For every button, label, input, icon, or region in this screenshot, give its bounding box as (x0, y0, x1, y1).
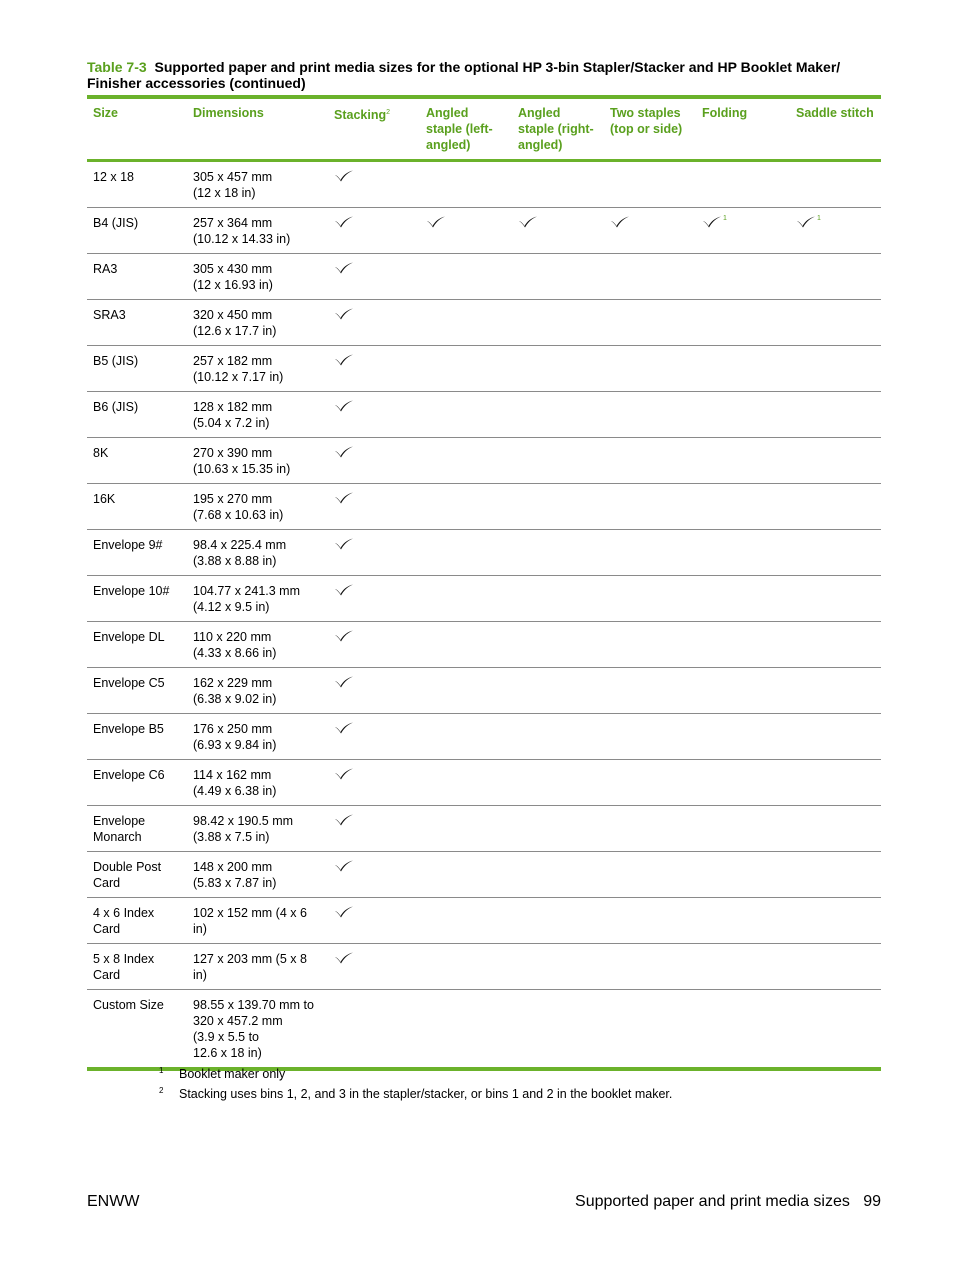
size-cell (87, 714, 187, 760)
dimensions-text: (4.12 x 9.5 in) (193, 600, 270, 614)
support-cell (696, 668, 790, 714)
support-cell (420, 990, 512, 1070)
table-row (87, 300, 881, 346)
size-cell (87, 438, 187, 484)
support-cell (512, 208, 604, 254)
checkmark-icon (334, 353, 354, 367)
column-header (328, 97, 420, 161)
support-cell (420, 254, 512, 300)
support-cell (696, 392, 790, 438)
support-cell (790, 438, 881, 484)
support-cell (328, 208, 420, 254)
support-cell (328, 161, 420, 208)
size-text: 5 x 8 Index (93, 952, 155, 966)
column-header-label: Stacking (334, 108, 387, 123)
table-row (87, 760, 881, 806)
size-text: Card (93, 968, 121, 982)
support-cell (420, 714, 512, 760)
support-cell (696, 714, 790, 760)
support-cell (604, 346, 696, 392)
table-row (87, 161, 881, 208)
support-cell (512, 576, 604, 622)
dimensions-cell (187, 484, 328, 530)
support-cell (696, 438, 790, 484)
support-cell (512, 438, 604, 484)
support-cell (790, 714, 881, 760)
size-cell (87, 898, 187, 944)
support-cell (328, 852, 420, 898)
support-cell (512, 668, 604, 714)
dimensions-text: (12 x 16.93 in) (193, 278, 273, 292)
dimensions-text: (3.88 x 7.5 in) (193, 830, 270, 844)
dimensions-text: 98.55 x 139.70 mm to (193, 998, 314, 1012)
dimensions-text: (5.04 x 7.2 in) (193, 416, 270, 430)
size-cell (87, 254, 187, 300)
support-cell (328, 806, 420, 852)
table-row (87, 484, 881, 530)
support-cell (604, 990, 696, 1070)
support-cell (420, 161, 512, 208)
size-cell (87, 760, 187, 806)
footnotes (159, 1066, 672, 1106)
support-cell (696, 346, 790, 392)
size-text: RA3 (93, 262, 118, 276)
media-sizes-table (87, 95, 881, 1071)
support-cell (420, 944, 512, 990)
checkmark-icon (796, 215, 821, 229)
size-cell (87, 944, 187, 990)
support-cell (328, 576, 420, 622)
table-title: Supported paper and print media sizes for the optional HP 3-bin Stapler/Stacker and HP Booklet Maker/ Finisher accessories (continued) (87, 59, 841, 91)
dimensions-text: (3.9 x 5.5 to (193, 1030, 260, 1044)
support-cell (328, 760, 420, 806)
support-cell (328, 622, 420, 668)
dimensions-text: (12 x 18 in) (193, 186, 256, 200)
support-cell (790, 484, 881, 530)
support-cell (604, 714, 696, 760)
footnote-text: Stacking uses bins 1, 2, and 3 in the stapler/stacker, or bins 1 and 2 in the booklet maker. (179, 1087, 673, 1101)
dimensions-text: (6.93 x 9.84 in) (193, 738, 277, 752)
support-cell (604, 254, 696, 300)
support-cell (512, 760, 604, 806)
dimensions-text: (3.88 x 8.88 in) (193, 554, 277, 568)
size-cell (87, 300, 187, 346)
checkmark-icon (334, 215, 354, 229)
dimensions-text: 127 x 203 mm (5 x 8 in) (193, 952, 307, 982)
support-cell (420, 392, 512, 438)
support-cell (328, 668, 420, 714)
dimensions-text: 104.77 x 241.3 mm (193, 584, 301, 598)
size-cell (87, 530, 187, 576)
support-cell (790, 898, 881, 944)
support-cell (604, 944, 696, 990)
support-cell (420, 300, 512, 346)
footnote (159, 1066, 672, 1082)
checkmark-icon (334, 445, 354, 459)
support-cell (420, 760, 512, 806)
support-cell (420, 806, 512, 852)
support-cell (696, 576, 790, 622)
size-cell (87, 806, 187, 852)
support-cell (790, 208, 881, 254)
checkmark-icon (334, 261, 354, 275)
support-cell (328, 484, 420, 530)
support-cell (328, 944, 420, 990)
support-cell (512, 622, 604, 668)
support-cell (696, 484, 790, 530)
support-cell (790, 300, 881, 346)
checkmark-icon (334, 859, 354, 873)
column-header-label: Dimensions (193, 106, 264, 120)
support-cell (604, 484, 696, 530)
table-header-row (87, 97, 881, 161)
support-cell (512, 714, 604, 760)
checkmark-icon (334, 721, 354, 735)
checkmark-icon (334, 675, 354, 689)
size-text: Envelope C5 (93, 676, 165, 690)
support-cell (604, 208, 696, 254)
column-header-label: Folding (702, 106, 748, 120)
size-text: 4 x 6 Index (93, 906, 155, 920)
support-cell (604, 760, 696, 806)
checkmark-icon (334, 307, 354, 321)
support-cell (790, 990, 881, 1070)
size-cell (87, 622, 187, 668)
dimensions-text: (7.68 x 10.63 in) (193, 508, 284, 522)
checkmark-icon (334, 629, 354, 643)
footnote-ref: 2 (386, 109, 391, 116)
support-cell (790, 576, 881, 622)
size-text: Card (93, 876, 121, 890)
column-header (696, 97, 790, 161)
dimensions-text: 162 x 229 mm (193, 676, 273, 690)
size-text: Envelope DL (93, 630, 165, 644)
support-cell (790, 944, 881, 990)
support-cell (328, 438, 420, 484)
support-cell (512, 898, 604, 944)
support-cell (328, 714, 420, 760)
support-cell (604, 622, 696, 668)
dimensions-text: (6.38 x 9.02 in) (193, 692, 277, 706)
size-text: B5 (JIS) (93, 354, 139, 368)
dimensions-cell (187, 346, 328, 392)
footnote-ref: 1 (723, 215, 727, 222)
size-cell (87, 668, 187, 714)
dimensions-text: (12.6 x 17.7 in) (193, 324, 277, 338)
support-cell (604, 576, 696, 622)
support-cell (420, 576, 512, 622)
table-row (87, 806, 881, 852)
support-cell (420, 438, 512, 484)
support-cell (604, 806, 696, 852)
dimensions-text: (5.83 x 7.87 in) (193, 876, 277, 890)
support-cell (328, 530, 420, 576)
size-text: Card (93, 922, 121, 936)
support-cell (512, 484, 604, 530)
dimensions-cell (187, 208, 328, 254)
dimensions-text: 320 x 457.2 mm (193, 1014, 283, 1028)
dimensions-text: (4.49 x 6.38 in) (193, 784, 277, 798)
support-cell (512, 392, 604, 438)
column-header-label: Saddle stitch (796, 106, 874, 120)
size-cell (87, 990, 187, 1070)
table-caption (87, 59, 887, 91)
size-text: Custom Size (93, 998, 164, 1012)
size-text: Envelope (93, 814, 146, 828)
footnote-mark: 1 (159, 1066, 164, 1075)
support-cell (512, 852, 604, 898)
support-cell (420, 346, 512, 392)
dimensions-cell (187, 438, 328, 484)
support-cell (790, 852, 881, 898)
table-row (87, 668, 881, 714)
dimensions-text: (4.33 x 8.66 in) (193, 646, 277, 660)
footer-right: Supported paper and print media sizes 99 (575, 1193, 881, 1210)
size-text: B4 (JIS) (93, 216, 139, 230)
dimensions-text: 114 x 162 mm (193, 768, 272, 782)
table-row (87, 346, 881, 392)
support-cell (512, 530, 604, 576)
support-cell (696, 208, 790, 254)
support-cell (420, 530, 512, 576)
dimensions-text: 128 x 182 mm (193, 400, 273, 414)
support-cell (604, 530, 696, 576)
size-text: 16K (93, 492, 116, 506)
dimensions-text: 98.42 x 190.5 mm (193, 814, 294, 828)
dimensions-text: 257 x 364 mm (193, 216, 273, 230)
support-cell (790, 760, 881, 806)
dimensions-cell (187, 714, 328, 760)
checkmark-icon (334, 583, 354, 597)
column-header-label: Angled staple (right-angled) (518, 106, 594, 152)
column-header (512, 97, 604, 161)
table-row (87, 438, 881, 484)
dimensions-cell (187, 990, 328, 1070)
support-cell (790, 392, 881, 438)
dimensions-cell (187, 898, 328, 944)
support-cell (604, 438, 696, 484)
dimensions-text: (10.63 x 15.35 in) (193, 462, 291, 476)
dimensions-text: 320 x 450 mm (193, 308, 273, 322)
support-cell (420, 668, 512, 714)
dimensions-cell (187, 576, 328, 622)
support-cell (604, 300, 696, 346)
dimensions-text: 305 x 457 mm (193, 170, 273, 184)
checkmark-icon (702, 215, 727, 229)
support-cell (512, 161, 604, 208)
support-cell (696, 990, 790, 1070)
size-cell (87, 852, 187, 898)
support-cell (696, 254, 790, 300)
support-cell (328, 392, 420, 438)
size-text: Envelope C6 (93, 768, 165, 782)
dimensions-text: (10.12 x 7.17 in) (193, 370, 284, 384)
table-row (87, 852, 881, 898)
table-row (87, 898, 881, 944)
size-cell (87, 346, 187, 392)
dimensions-cell (187, 760, 328, 806)
column-header-label: Size (93, 106, 119, 120)
table-row (87, 622, 881, 668)
size-cell (87, 392, 187, 438)
dimensions-cell (187, 392, 328, 438)
support-cell (420, 484, 512, 530)
dimensions-cell (187, 161, 328, 208)
support-cell (512, 300, 604, 346)
table-row (87, 392, 881, 438)
support-cell (790, 346, 881, 392)
table-number: Table 7-3 (87, 59, 147, 75)
dimensions-text: 176 x 250 mm (193, 722, 273, 736)
support-cell (420, 898, 512, 944)
support-cell (790, 161, 881, 208)
size-text: Monarch (93, 830, 142, 844)
column-header (604, 97, 696, 161)
checkmark-icon (334, 905, 354, 919)
support-cell (604, 161, 696, 208)
dimensions-text: 12.6 x 18 in) (193, 1046, 262, 1060)
support-cell (512, 806, 604, 852)
dimensions-text: (10.12 x 14.33 in) (193, 232, 291, 246)
dimensions-cell (187, 944, 328, 990)
support-cell (328, 346, 420, 392)
size-text: B6 (JIS) (93, 400, 139, 414)
checkmark-icon (334, 767, 354, 781)
support-cell (696, 622, 790, 668)
dimensions-cell (187, 668, 328, 714)
support-cell (420, 622, 512, 668)
dimensions-cell (187, 254, 328, 300)
column-header-label: Two staples (top or side) (610, 106, 683, 136)
checkmark-icon (334, 169, 354, 183)
support-cell (696, 300, 790, 346)
support-cell (790, 806, 881, 852)
table-row (87, 208, 881, 254)
size-text: Envelope 9# (93, 538, 163, 552)
size-text: Double Post (93, 860, 162, 874)
dimensions-cell (187, 622, 328, 668)
column-header (790, 97, 881, 161)
support-cell (604, 898, 696, 944)
dimensions-cell (187, 530, 328, 576)
dimensions-text: 98.4 x 225.4 mm (193, 538, 287, 552)
size-text: 12 x 18 (93, 170, 135, 184)
footnote-text: Booklet maker only (179, 1067, 286, 1081)
size-cell (87, 208, 187, 254)
table-row (87, 990, 881, 1070)
dimensions-text: 305 x 430 mm (193, 262, 273, 276)
column-header (420, 97, 512, 161)
checkmark-icon (334, 399, 354, 413)
dimensions-cell (187, 852, 328, 898)
table-row (87, 254, 881, 300)
support-cell (420, 208, 512, 254)
support-cell (696, 760, 790, 806)
footnote-mark: 2 (159, 1086, 164, 1095)
checkmark-icon (334, 951, 354, 965)
support-cell (512, 990, 604, 1070)
footer-left: ENWW (87, 1193, 140, 1210)
support-cell (790, 622, 881, 668)
support-cell (328, 300, 420, 346)
checkmark-icon (334, 813, 354, 827)
dimensions-cell (187, 300, 328, 346)
dimensions-cell (187, 806, 328, 852)
support-cell (604, 852, 696, 898)
support-cell (790, 530, 881, 576)
table-row (87, 714, 881, 760)
table-row (87, 944, 881, 990)
checkmark-icon (334, 537, 354, 551)
dimensions-text: 148 x 200 mm (193, 860, 273, 874)
checkmark-icon (334, 491, 354, 505)
size-cell (87, 484, 187, 530)
footnote-ref: 1 (817, 215, 821, 222)
footnote (159, 1086, 672, 1102)
table-row (87, 530, 881, 576)
checkmark-icon (518, 215, 538, 229)
support-cell (790, 668, 881, 714)
dimensions-text: 195 x 270 mm (193, 492, 273, 506)
checkmark-icon (610, 215, 630, 229)
size-text: 8K (93, 446, 109, 460)
support-cell (696, 852, 790, 898)
support-cell (512, 944, 604, 990)
support-cell (328, 898, 420, 944)
dimensions-text: 257 x 182 mm (193, 354, 273, 368)
support-cell (604, 392, 696, 438)
support-cell (790, 254, 881, 300)
column-header (187, 97, 328, 161)
dimensions-text: 110 x 220 mm (193, 630, 272, 644)
support-cell (696, 161, 790, 208)
size-text: SRA3 (93, 308, 126, 322)
size-text: Envelope B5 (93, 722, 164, 736)
column-header-label: Angled staple (left-angled) (426, 106, 493, 152)
support-cell (512, 346, 604, 392)
support-cell (420, 852, 512, 898)
size-text: Envelope 10# (93, 584, 170, 598)
page-footer (87, 1193, 881, 1211)
support-cell (328, 254, 420, 300)
support-cell (696, 944, 790, 990)
dimensions-text: 270 x 390 mm (193, 446, 273, 460)
support-cell (696, 806, 790, 852)
support-cell (696, 530, 790, 576)
checkmark-icon (426, 215, 446, 229)
support-cell (328, 990, 420, 1070)
table-row (87, 576, 881, 622)
size-cell (87, 576, 187, 622)
size-cell (87, 161, 187, 208)
support-cell (604, 668, 696, 714)
support-cell (512, 254, 604, 300)
dimensions-text: 102 x 152 mm (4 x 6 in) (193, 906, 307, 936)
column-header (87, 97, 187, 161)
support-cell (696, 898, 790, 944)
